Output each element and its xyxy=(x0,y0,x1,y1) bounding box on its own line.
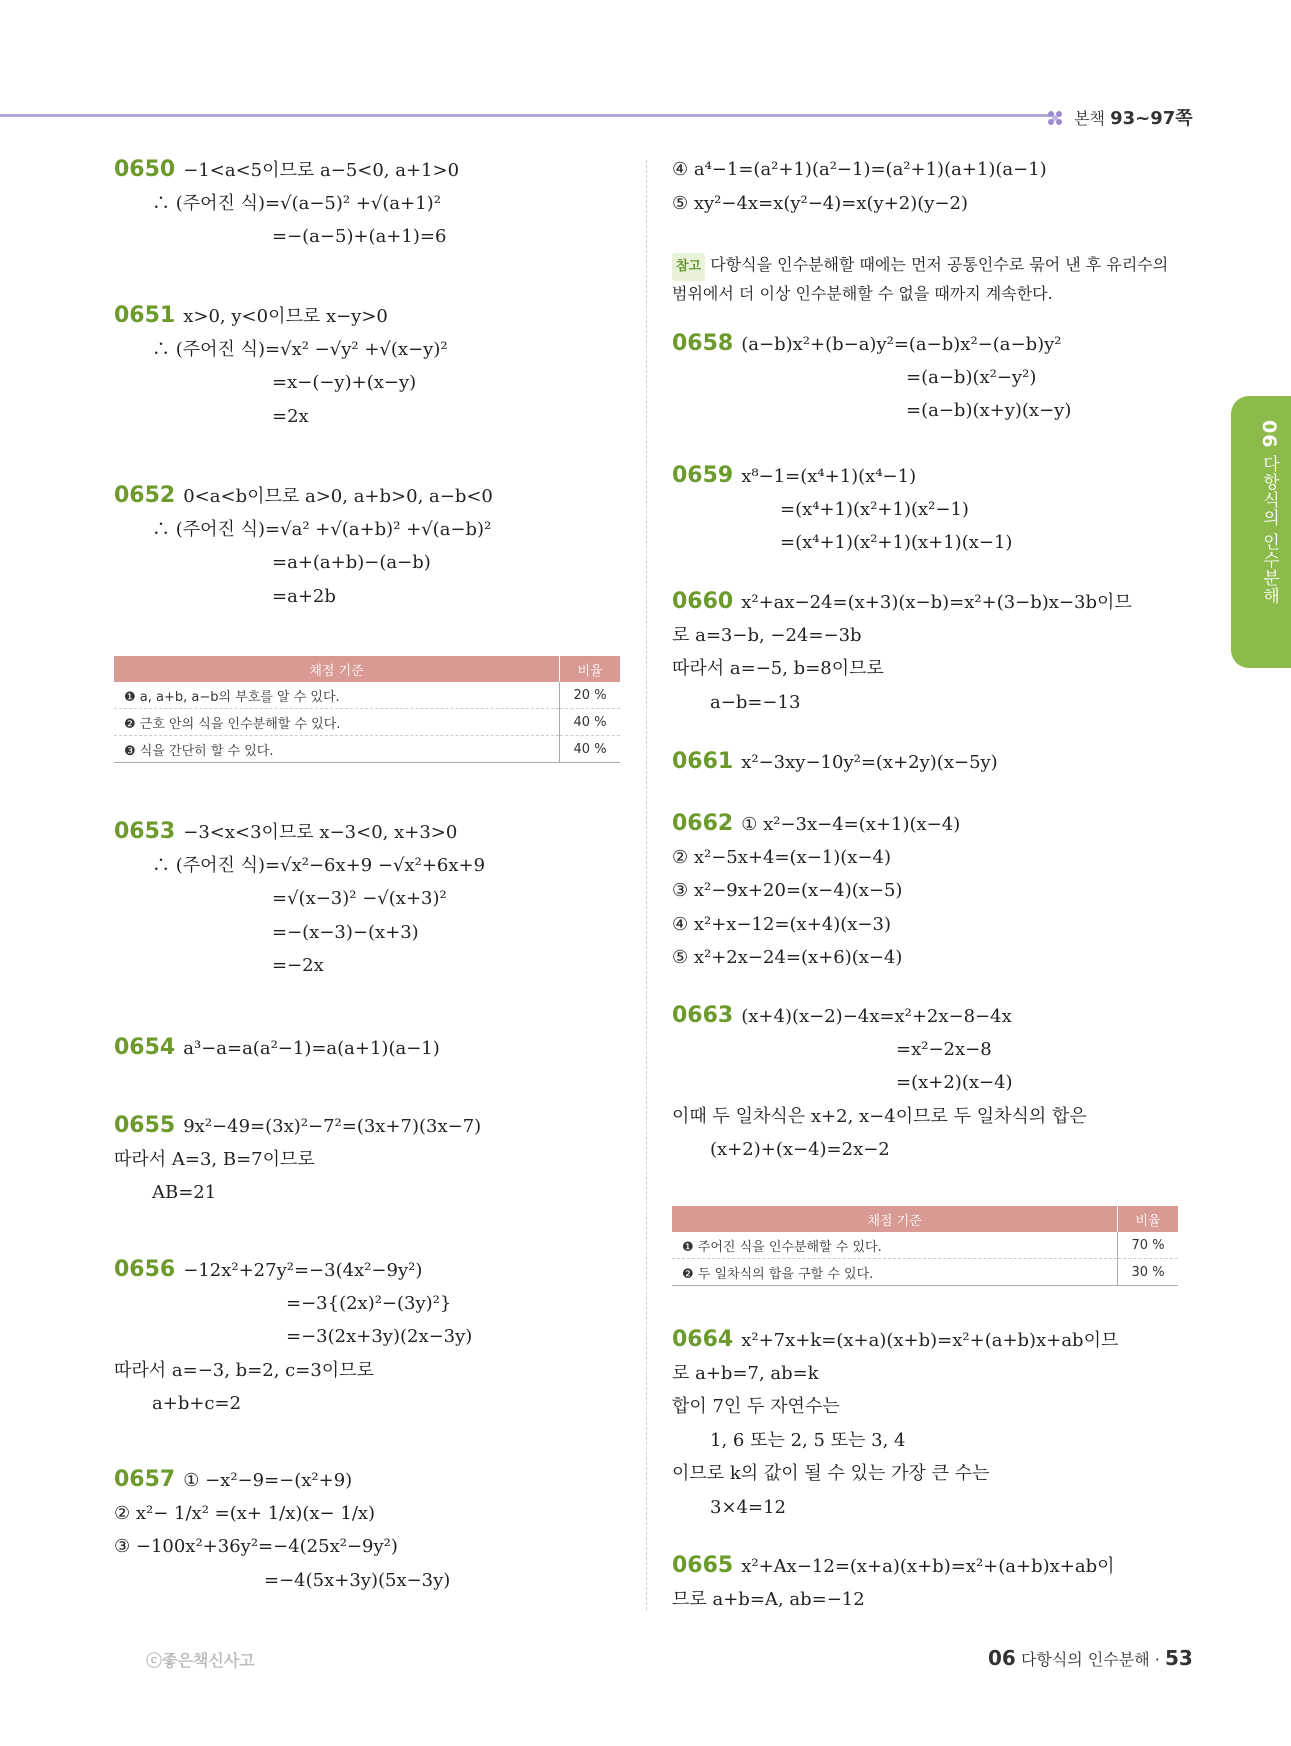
problem-text: =−(a−5)+(a+1)=6 xyxy=(272,226,447,247)
problem-text: a+b+c=2 xyxy=(152,1393,242,1414)
problem-text: =−4(5x+3y)(5x−3y) xyxy=(264,1569,451,1591)
problem-line xyxy=(672,1327,1118,1354)
problem-line xyxy=(114,1035,440,1062)
note-line-1 xyxy=(672,252,1168,281)
criteria-ratio: 70 % xyxy=(1118,1232,1178,1259)
problem-text: ∴ (주어진 식)=√(a−5)² +√(a+1)² xyxy=(152,192,441,214)
problem-text: ⑤ x²+2x−24=(x+6)(x−4) xyxy=(672,947,903,968)
problem-number: 0662 xyxy=(672,811,734,836)
problem-number: 0655 xyxy=(114,1113,176,1138)
problem-line xyxy=(710,1137,890,1163)
problem-number: 0653 xyxy=(114,819,176,844)
criteria-item: ❷ 근호 안의 식을 인수분해할 수 있다. xyxy=(114,709,560,736)
problem-text: ⑤ xy²−4x=x(y²−4)=x(y+2)(y−2) xyxy=(672,192,969,214)
problem-text: x²−3xy−10y²=(x+2y)(x−5y) xyxy=(741,752,998,773)
criteria-row xyxy=(672,1259,1178,1286)
criteria-ratio: 30 % xyxy=(1118,1259,1178,1286)
problem-line xyxy=(780,530,1012,556)
criteria-item: ❷ 두 일차식의 합을 구할 수 있다. xyxy=(672,1259,1118,1286)
problem-text: =(a−b)(x+y)(x−y) xyxy=(906,400,1072,421)
criteria-header-item: 채점 기준 xyxy=(672,1206,1118,1232)
problem-number: 0659 xyxy=(672,463,734,488)
page-reference xyxy=(1045,104,1193,130)
problem-text: =a+2b xyxy=(272,585,336,607)
problem-line xyxy=(272,886,447,912)
problem-line xyxy=(672,589,1132,616)
criteria-header-ratio: 비율 xyxy=(1118,1206,1178,1232)
problem-line xyxy=(152,1391,241,1417)
problem-number: 0656 xyxy=(114,1257,176,1282)
criteria-item: ❶ a, a+b, a−b의 부호를 알 수 있다. xyxy=(114,682,560,709)
problem-line xyxy=(114,1534,398,1560)
problem-line xyxy=(672,1461,990,1487)
criteria-row xyxy=(114,736,620,763)
problem-line xyxy=(672,1361,819,1387)
problem-text: =a+(a+b)−(a−b) xyxy=(272,552,431,573)
problem-line xyxy=(906,398,1071,424)
problem-line xyxy=(780,497,969,523)
criteria-item: ❸ 식을 간단히 할 수 있다. xyxy=(114,736,560,763)
problem-number: 0664 xyxy=(672,1327,734,1352)
problem-number: 0661 xyxy=(672,749,734,774)
note-tag: 참고 xyxy=(672,253,705,281)
problem-text: 9x²−49=(3x)²−7²=(3x+7)(3x−7) xyxy=(183,1116,482,1137)
problem-line xyxy=(114,483,493,510)
problem-text: =√(x−3)² −√(x+3)² xyxy=(272,888,447,909)
problem-number: 0651 xyxy=(114,303,176,328)
problem-text: =−(x−3)−(x+3) xyxy=(272,921,419,943)
footer-chapter-no: 06 xyxy=(988,1646,1016,1670)
problem-line xyxy=(114,1113,481,1140)
problem-line xyxy=(672,1587,865,1613)
problem-line xyxy=(710,1495,786,1521)
problem-line xyxy=(114,1358,374,1384)
problem-text: ③ x²−9x+20=(x−4)(x−5) xyxy=(672,880,903,901)
problem-text: x²+Ax−12=(x+a)(x+b)=x²+(a+b)x+ab이 xyxy=(741,1556,1115,1577)
note-text-1: 다항식을 인수분해할 때에는 먼저 공통인수로 묶어 낸 후 유리수의 xyxy=(710,255,1169,274)
problem-text: 므로 a+b=A, ab=−12 xyxy=(672,1588,865,1610)
problem-line xyxy=(906,365,1036,391)
problem-line xyxy=(672,656,884,682)
problem-text: ④ a⁴−1=(a²+1)(a²−1)=(a²+1)(a+1)(a−1) xyxy=(672,159,1047,180)
problem-text: =−3(2x+3y)(2x−3y) xyxy=(286,1326,473,1347)
problem-line xyxy=(272,920,419,946)
problem-line xyxy=(672,623,862,649)
problem-line xyxy=(672,945,902,971)
problem-line xyxy=(672,749,998,776)
problem-line xyxy=(272,953,324,979)
page-range: 93~97쪽 xyxy=(1110,108,1193,129)
problem-text: x>0, y<0이므로 x−y>0 xyxy=(183,306,388,327)
problem-text: x⁸−1=(x⁴+1)(x⁴−1) xyxy=(741,466,917,487)
problem-line xyxy=(286,1291,451,1317)
problem-text: =(x+2)(x−4) xyxy=(896,1072,1013,1093)
criteria-ratio: 40 % xyxy=(560,736,620,763)
problem-number: 0650 xyxy=(114,157,176,182)
problem-text: ② x²− 1/x² =(x+ 1/x)(x− 1/x) xyxy=(114,1502,376,1524)
book-ref-label: 본책 xyxy=(1074,109,1106,128)
problem-text: 3×4=12 xyxy=(710,1496,786,1518)
problem-text: =(a−b)(x²−y²) xyxy=(906,366,1037,388)
criteria-ratio: 20 % xyxy=(560,682,620,709)
problem-number: 0652 xyxy=(114,483,176,508)
problem-number: 0663 xyxy=(672,1003,734,1028)
problem-line xyxy=(114,1147,315,1173)
problem-line xyxy=(114,1467,352,1494)
problem-line xyxy=(672,331,1062,358)
criteria-ratio: 40 % xyxy=(560,709,620,736)
problem-text: (a−b)x²+(b−a)y²=(a−b)x²−(a−b)y² xyxy=(741,334,1062,355)
problem-line xyxy=(152,517,491,543)
problem-text: 이므로 k의 값이 될 수 있는 가장 큰 수는 xyxy=(672,1463,990,1484)
criteria-row xyxy=(114,682,620,709)
problem-text: 로 a=3−b, −24=−3b xyxy=(672,624,862,646)
problem-number: 0658 xyxy=(672,331,734,356)
problem-text: =(x⁴+1)(x²+1)(x+1)(x−1) xyxy=(780,532,1013,553)
flower-icon xyxy=(1045,108,1065,128)
problem-line xyxy=(672,157,1047,183)
problem-text: ② x²−5x+4=(x−1)(x−4) xyxy=(672,846,891,868)
problem-line xyxy=(710,690,800,716)
problem-text: ∴ (주어진 식)=√x²−6x+9 −√x²+6x+9 xyxy=(152,854,486,876)
side-tab-chapter-no: 06 xyxy=(1258,420,1280,449)
problem-number: 0657 xyxy=(114,1467,176,1492)
problem-line xyxy=(672,463,916,490)
problem-line xyxy=(672,811,960,838)
side-tab-chapter-title: 다항식의 인수분해 xyxy=(1259,454,1279,606)
column-divider xyxy=(646,160,647,1610)
problem-line xyxy=(114,1501,375,1527)
criteria-row xyxy=(114,709,620,736)
problem-number: 0665 xyxy=(672,1553,734,1578)
note-line-2: 범위에서 더 이상 인수분해할 수 없을 때까지 계속한다. xyxy=(672,284,1053,303)
problem-line xyxy=(672,878,902,904)
problem-line xyxy=(672,1553,1115,1580)
criteria-item: ❶ 주어진 식을 인수분해할 수 있다. xyxy=(672,1232,1118,1259)
problem-text: a³−a=a(a²−1)=a(a+1)(a−1) xyxy=(183,1038,440,1059)
problem-text: =−3{(2x)²−(3y)²} xyxy=(286,1292,452,1314)
problem-line xyxy=(114,157,459,184)
problem-line xyxy=(272,370,416,396)
problem-text: ③ −100x²+36y²=−4(25x²−9y²) xyxy=(114,1536,398,1557)
problem-line xyxy=(152,337,448,363)
problem-text: x²+7x+k=(x+a)(x+b)=x²+(a+b)x+ab이므 xyxy=(741,1330,1119,1351)
problem-line xyxy=(672,845,891,871)
problem-line xyxy=(114,303,388,330)
problem-number: 0660 xyxy=(672,589,734,614)
problem-text: 따라서 a=−5, b=8이므로 xyxy=(672,658,884,679)
problem-line xyxy=(272,224,446,250)
problem-text: ∴ (주어진 식)=√a² +√(a+b)² +√(a−b)² xyxy=(152,518,492,540)
problem-text: 이때 두 일차식은 x+2, x−4이므로 두 일차식의 합은 xyxy=(672,1105,1087,1127)
problem-line xyxy=(152,1180,216,1206)
problem-line xyxy=(114,1257,422,1284)
page-number: 53 xyxy=(1164,1646,1193,1670)
problem-text: 따라서 A=3, B=7이므로 xyxy=(114,1148,315,1170)
problem-text: −1<a<5이므로 a−5<0, a+1>0 xyxy=(183,160,460,181)
footer-chapter-title: 다항식의 인수분해 xyxy=(1020,1650,1150,1669)
problem-line xyxy=(286,1324,472,1350)
criteria-table-right xyxy=(672,1206,1178,1286)
problem-line xyxy=(264,1568,450,1594)
problem-text: AB=21 xyxy=(152,1182,217,1203)
problem-number: 0654 xyxy=(114,1035,176,1060)
problem-text: ∴ (주어진 식)=√x² −√y² +√(x−y)² xyxy=(152,338,448,360)
problem-text: ① −x²−9=−(x²+9) xyxy=(183,1470,353,1491)
problem-text: =−2x xyxy=(272,955,324,976)
problem-text: (x+4)(x−2)−4x=x²+2x−8−4x xyxy=(741,1006,1012,1027)
problem-line xyxy=(272,404,309,430)
criteria-header-ratio: 비율 xyxy=(560,656,620,682)
criteria-header-item: 채점 기준 xyxy=(114,656,560,682)
problem-line xyxy=(896,1070,1013,1096)
problem-text: =x−(−y)+(x−y) xyxy=(272,372,417,393)
problem-line xyxy=(672,912,891,938)
header-rule xyxy=(0,114,1050,117)
problem-text: 합이 7인 두 자연수는 xyxy=(672,1396,840,1417)
problem-text: 1, 6 또는 2, 5 또는 3, 4 xyxy=(710,1429,906,1451)
problem-text: ① x²−3x−4=(x+1)(x−4) xyxy=(741,814,961,835)
problem-line xyxy=(896,1037,992,1063)
problem-line xyxy=(672,1003,1012,1030)
problem-line xyxy=(272,584,336,610)
problem-text: (x+2)+(x−4)=2x−2 xyxy=(710,1139,890,1160)
problem-text: −3<x<3이므로 x−3<0, x+3>0 xyxy=(183,822,458,843)
problem-line xyxy=(672,1394,840,1420)
problem-line xyxy=(272,550,431,576)
problem-line xyxy=(672,1104,1087,1130)
criteria-table-left xyxy=(114,656,620,763)
problem-text: 따라서 a=−3, b=2, c=3이므로 xyxy=(114,1359,374,1381)
criteria-row xyxy=(672,1232,1178,1259)
problem-text: 로 a+b=7, ab=k xyxy=(672,1362,819,1384)
problem-text: 0<a<b이므로 a>0, a+b>0, a−b<0 xyxy=(183,486,493,507)
problem-text: ④ x²+x−12=(x+4)(x−3) xyxy=(672,913,891,935)
problem-line xyxy=(152,191,441,217)
problem-text: =(x⁴+1)(x²+1)(x²−1) xyxy=(780,498,969,520)
problem-text: =2x xyxy=(272,405,309,427)
problem-line xyxy=(710,1428,905,1454)
problem-text: a−b=−13 xyxy=(710,691,801,713)
publisher-mark: ⓒ좋은책신사고 xyxy=(146,1651,255,1670)
problem-text: −12x²+27y²=−3(4x²−9y²) xyxy=(183,1260,423,1281)
problem-line xyxy=(114,819,457,846)
problem-text: =x²−2x−8 xyxy=(896,1038,992,1060)
problem-text: x²+ax−24=(x+3)(x−b)=x²+(3−b)x−3b이므 xyxy=(741,592,1132,613)
problem-line xyxy=(672,191,968,217)
problem-line xyxy=(152,853,485,879)
chapter-side-tab xyxy=(1231,396,1291,668)
page-footer: 06 다항식의 인수분해 · 53 xyxy=(988,1646,1193,1670)
